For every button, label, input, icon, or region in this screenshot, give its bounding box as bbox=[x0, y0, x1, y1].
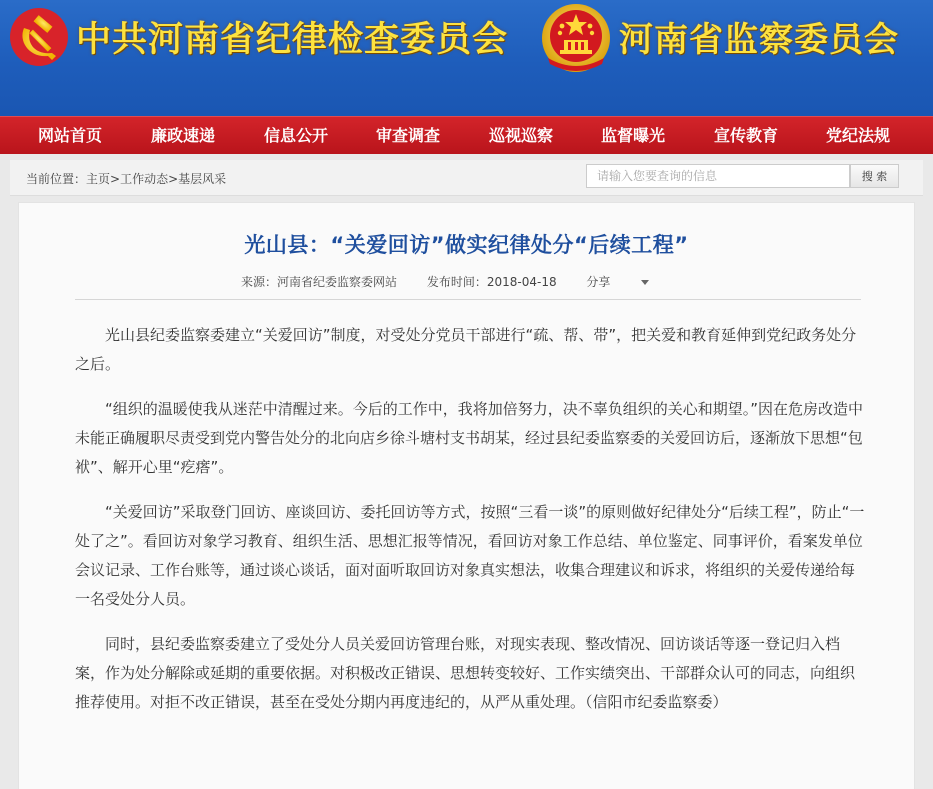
breadcrumb bbox=[26, 170, 226, 187]
breadcrumb-separator: > bbox=[110, 172, 121, 186]
party-emblem-icon bbox=[8, 6, 70, 68]
site-banner bbox=[0, 0, 933, 116]
nav-item-inspection[interactable]: 巡视巡察 bbox=[489, 126, 554, 145]
nav-item-disclosure[interactable]: 信息公开 bbox=[264, 126, 329, 145]
search-button[interactable]: 搜 索 bbox=[850, 164, 899, 188]
main-nav bbox=[0, 116, 933, 154]
article-paragraph: 光山县纪委监察委建立“关爱回访”制度，对受处分党员干部进行“疏、帮、带”，把关爱和教育延伸到党纪政务处分之后。 bbox=[75, 326, 857, 373]
nav-item-exposure[interactable]: 监督曝光 bbox=[601, 126, 666, 145]
article-title: 光山县：“关爱回访”做实纪律处分“后续工程” bbox=[244, 233, 689, 257]
article-paragraph: 同时，县纪委监察委建立了受处分人员关爱回访管理台账，对现实表现、整改情况、回访谈话等逐一登记归入档案，作为处分解除或延期的重要依据。对积极改正错误、思想转变较好、工作实绩突出、干部群众认可的同志，向组织推荐使用。对拒不改正错误，甚至在受处分期内再度违纪的，从严从重处理。（信阳市纪委监察委） bbox=[75, 635, 856, 711]
breadcrumb-home-link[interactable]: 主页 bbox=[86, 172, 111, 186]
article-panel bbox=[18, 202, 915, 789]
breadcrumb-grassroots-link[interactable]: 基层风采 bbox=[178, 172, 227, 186]
state-emblem-icon bbox=[538, 2, 614, 76]
banner-title-supervision: 河南省监察委员会 bbox=[619, 20, 899, 60]
article-source: 来源：河南省纪委监察委网站 bbox=[241, 275, 398, 289]
nav-item-home[interactable]: 网站首页 bbox=[38, 126, 103, 145]
share-dropdown[interactable] bbox=[586, 275, 649, 289]
search-input[interactable] bbox=[586, 164, 850, 188]
nav-item-review[interactable]: 审查调查 bbox=[376, 126, 441, 145]
nav-item-regulations[interactable]: 党纪法规 bbox=[826, 126, 891, 145]
banner-title-cpc: 中共河南省纪律检查委员会 bbox=[76, 20, 509, 60]
article-body bbox=[75, 321, 865, 733]
breadcrumb-label: 当前位置： bbox=[26, 172, 87, 186]
breadcrumb-bar bbox=[10, 160, 923, 196]
article-date: 发布时间：2018-04-18 bbox=[426, 275, 557, 289]
breadcrumb-separator: > bbox=[168, 172, 179, 186]
article-divider bbox=[75, 299, 861, 300]
article-meta bbox=[241, 273, 675, 290]
breadcrumb-news-link[interactable]: 工作动态 bbox=[120, 172, 169, 186]
nav-item-news[interactable]: 廉政速递 bbox=[151, 126, 216, 145]
article-paragraph: “关爱回访”采取登门回访、座谈回访、委托回访等方式，按照“三看一谈”的原则做好纪律处分“后续工程”，防止“一处了之”。看回访对象学习教育、组织生活、思想汇报等情况，看回访对象工作总结、单位鉴定、同事评价，看案发单位会议记录、工作台账等，通过谈心谈话，面对面听取回访对象真实想法，收集合理建议和诉求，将组织的关爱传递给每一名受处分人员。 bbox=[75, 503, 865, 608]
nav-list bbox=[0, 117, 933, 154]
chevron-down-icon bbox=[641, 280, 649, 285]
article-paragraph: “组织的温暖使我从迷茫中清醒过来。今后的工作中，我将加倍努力，决不辜负组织的关心和期望。”因在危房改造中未能正确履职尽责受到党内警告处分的北向店乡徐斗塘村支书胡某，经过县纪委监察委的关爱回访后，逐渐放下思想“包袱”、解开心里“疙瘩”。 bbox=[75, 400, 864, 476]
nav-item-education[interactable]: 宣传教育 bbox=[714, 126, 779, 145]
share-label: 分享 bbox=[586, 275, 611, 289]
